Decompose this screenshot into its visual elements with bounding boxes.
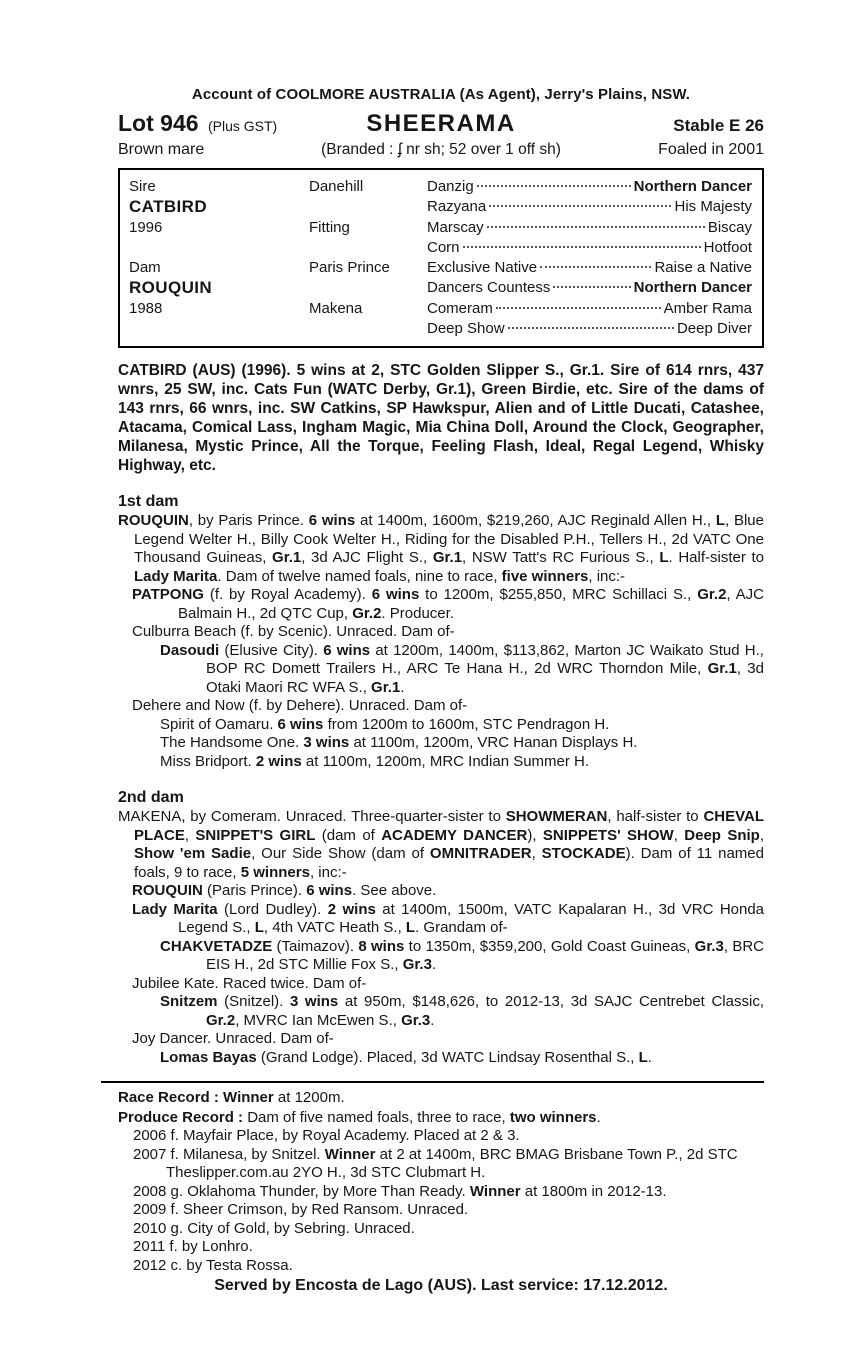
- text: , Blue Legend Welter H., Billy Cook Welter H., Riding for the Disabled P.H., Tellers H., 2d VATC One Thousand Guineas,: [134, 512, 764, 566]
- bold-text: two winners: [509, 1108, 597, 1126]
- text: (Snitzel).: [217, 993, 290, 1010]
- leader-dots: [508, 327, 674, 329]
- text: (f. by Royal Academy).: [203, 586, 372, 603]
- parent-label: Sire: [129, 178, 156, 195]
- pedigree-parent-cell: [129, 177, 309, 197]
- bold-text: Race Record : Winner: [118, 1089, 274, 1106]
- text: Dehere and Now (f. by Dehere). Unraced. Dam of-: [132, 697, 468, 714]
- bold-text: Gr.3: [402, 956, 432, 973]
- sire-summary: CATBIRD (AUS) (1996). 5 wins at 2, STC Golden Slipper S., Gr.1. Sire of 614 rnrs, 437 wnrs, 25 SW, inc. Cats Fun (WATC Derby, Gr.1), Green Birdie, etc. Sire of the dams of 143 rnrs, 66 wnrs, inc. SW Catkins, SP Hawkspur, Alien and of Little Ducati, Catashee, Atacama, Comical Lass, Ingham Magic, Mia China Doll, Around the Clock, Geographer, Milanesa, Mystic Prince, All the Torque, Feeling Flash, Ideal, Regal Legend, Whisky Highway, etc.: [118, 362, 764, 474]
- text: (Paris Prince).: [202, 882, 307, 899]
- lot-title-row: [118, 110, 764, 138]
- bold-text: Deep Snip: [684, 826, 760, 844]
- pedigree-entry: [118, 716, 764, 735]
- text: . See above.: [352, 882, 437, 899]
- bold-text: OMNITRADER: [429, 845, 532, 862]
- text: ,: [759, 826, 764, 844]
- produce-entry: [118, 1238, 764, 1257]
- bold-text: ROUQUIN: [118, 512, 189, 529]
- text: (dam of: [315, 826, 382, 844]
- ancestor-parent: Biscay: [707, 219, 752, 236]
- text: ). Dam of 11 named foals, 9 to race,: [134, 845, 764, 881]
- bold-text: 6 wins: [308, 512, 356, 529]
- ancestor-name: Razyana: [427, 198, 487, 215]
- produce-entry: [118, 1220, 764, 1239]
- lot-gst-note: (Plus GST): [207, 118, 278, 134]
- text: Culburra Beach (f. by Scenic). Unraced. Dam of-: [132, 623, 455, 640]
- bold-text: Snitzem: [160, 993, 218, 1010]
- pedigree-row: [129, 197, 752, 218]
- bold-text: L: [659, 549, 669, 566]
- text: . Producer.: [381, 604, 454, 622]
- text: .: [596, 1108, 601, 1126]
- ancestor-name: Danzig: [427, 178, 474, 195]
- text: , Our Side Show (dam of: [251, 845, 430, 862]
- ancestor-name: Marscay: [427, 219, 484, 236]
- text: to 1200m, $255,850, MRC Schillaci S.,: [419, 586, 698, 603]
- text: at 1200m, 1400m, $113,862, Marton JC Waikato Stud H., BOP RC Domett Trailers H., ARC Te Hana H., 2d WRC Thorndon Mile,: [206, 641, 764, 677]
- pedigree-entry: [118, 512, 764, 586]
- lot-number: Lot 946: [118, 110, 199, 136]
- color-sex: Brown mare: [118, 141, 205, 158]
- text: 2006 f. Mayfair Place, by Royal Academy. Placed at 2 & 3.: [133, 1127, 520, 1144]
- text: 2008 g. Oklahoma Thunder, by More Than Ready.: [133, 1182, 470, 1200]
- leader-dots: [553, 286, 630, 288]
- pedigree-parent-cell: [129, 278, 309, 299]
- first-dam-heading: 1st dam: [118, 493, 179, 510]
- page-content: [118, 86, 764, 1296]
- text: (Elusive City).: [219, 641, 324, 659]
- ancestor-name: Corn: [427, 239, 460, 256]
- text: (Lord Dudley).: [217, 900, 328, 918]
- ancestor-parent: Northern Dancer: [633, 178, 752, 195]
- bold-text: CHEVAL PLACE: [134, 808, 764, 844]
- pedigree-entry: [118, 901, 764, 938]
- text: at 1400m, 1500m, VATC Kapalaran H., 3d VRC Honda Legend S.,: [178, 900, 765, 936]
- leader-dots: [487, 226, 705, 228]
- ancestor-name: Dancers Countess: [427, 279, 551, 296]
- text: , half-sister to: [607, 808, 704, 825]
- bold-text: 8 wins: [358, 937, 405, 955]
- pedigree-table: [118, 168, 764, 348]
- text: .: [430, 1011, 435, 1029]
- account-line: Account of COOLMORE AUSTRALIA (As Agent), Jerry's Plains, NSW.: [191, 86, 691, 103]
- pedigree-entry: [118, 1030, 764, 1049]
- pedigree-ancestor-cell: [427, 197, 752, 218]
- bold-text: Lady Marita: [134, 567, 218, 585]
- pedigree-entry: [118, 642, 764, 698]
- text: , BRC EIS H., 2d STC Millie Fox S.,: [206, 937, 764, 973]
- pedigree-ancestor-cell: [427, 177, 752, 197]
- bold-text: Dasoudi: [160, 641, 220, 659]
- bold-text: Show 'em Sadie: [134, 845, 252, 862]
- text: ,: [184, 826, 196, 844]
- text: Miss Bridport.: [160, 752, 256, 770]
- pedigree-parent-cell: [129, 197, 309, 218]
- text: , MVRC Ian McEwen S.,: [235, 1011, 402, 1029]
- pedigree-parent-cell: [129, 238, 309, 258]
- bold-text: Lomas Bayas: [160, 1048, 257, 1066]
- pedigree-entry: [118, 623, 764, 642]
- pedigree-entry: [118, 753, 764, 772]
- bold-text: 6 wins: [306, 882, 353, 899]
- text: . Half-sister to: [668, 549, 765, 566]
- leader-dots: [489, 205, 671, 207]
- bold-text: 2 wins: [327, 900, 376, 918]
- text: at 1800m in 2012-13.: [520, 1182, 667, 1200]
- pedigree-row: [129, 299, 752, 319]
- bold-text: L: [405, 919, 416, 936]
- parent-name: ROUQUIN: [129, 278, 213, 297]
- text: ),: [527, 826, 543, 844]
- branded-text: (Branded : ʄ nr sh; 52 over 1 off sh): [321, 141, 561, 158]
- record-divider: [101, 1081, 764, 1083]
- pedigree-entry: [118, 808, 764, 882]
- bold-text: Gr.1: [371, 678, 401, 696]
- bold-text: L: [715, 512, 726, 529]
- text: MAKENA, by Comeram. Unraced. Three-quarter-sister to: [118, 808, 506, 825]
- leader-dots: [463, 246, 701, 248]
- text: , 3d Otaki Maori RC WFA S.,: [206, 660, 764, 696]
- pedigree-entry: [118, 586, 764, 623]
- ancestor-name: Comeram: [427, 300, 493, 317]
- pedigree-row: [129, 218, 752, 238]
- ancestor-parent: Northern Dancer: [633, 279, 752, 296]
- text: . Dam of twelve named foals, nine to race,: [217, 567, 502, 585]
- bold-text: Produce Record :: [118, 1108, 248, 1126]
- text: 2007 f. Milanesa, by Snitzel.: [133, 1145, 325, 1163]
- pedigree-entry: [118, 882, 764, 901]
- bold-text: PATPONG: [132, 586, 204, 603]
- text: , AJC Balmain H., 2d QTC Cup,: [178, 586, 764, 622]
- pedigree-entry: [118, 938, 764, 975]
- text: , 4th VATC Heath S.,: [263, 919, 406, 936]
- ancestor-name: Deep Show: [427, 320, 505, 337]
- pedigree-row: [129, 278, 752, 299]
- produce-record-line: [118, 1108, 764, 1128]
- text: , inc:-: [309, 863, 347, 881]
- pedigree-row: [129, 319, 752, 339]
- bold-text: five winners: [501, 567, 589, 585]
- pedigree-grandparent-cell: Paris Prince: [309, 259, 390, 276]
- pedigree-ancestor-cell: [427, 299, 752, 319]
- leader-dots: [496, 307, 661, 309]
- pedigree-ancestor-cell: [427, 258, 752, 278]
- bold-text: ACADEMY DANCER: [381, 826, 528, 844]
- pedigree-row: [129, 238, 752, 258]
- stable-label: Stable E 26: [673, 116, 764, 135]
- bold-text: Winner: [469, 1182, 521, 1200]
- produce-entry: [118, 1183, 764, 1202]
- bold-text: L: [254, 919, 264, 936]
- bold-text: Gr.2: [352, 604, 382, 622]
- pedigree-grandparent-cell: [309, 278, 427, 299]
- horse-name: SHEERAMA: [366, 110, 516, 137]
- bold-text: SNIPPET'S GIRL: [195, 826, 316, 844]
- pedigree-parent-cell: [129, 319, 309, 339]
- bold-text: Gr.2: [206, 1011, 236, 1029]
- text: . Grandam of-: [415, 919, 508, 936]
- produce-entries: [118, 1127, 764, 1275]
- text: ,: [673, 826, 685, 844]
- text: at 950m, $148,626, to 2012-13, 3d SAJC Centrebet Classic,: [338, 993, 764, 1010]
- text: Jubilee Kate. Raced twice. Dam of-: [132, 974, 367, 992]
- pedigree-parent-cell: [129, 218, 309, 238]
- text: at 1100m, 1200m, VRC Hanan Displays H.: [349, 734, 638, 751]
- leader-dots: [540, 266, 651, 268]
- ancestor-parent: Deep Diver: [676, 320, 752, 337]
- bold-text: 6 wins: [277, 715, 324, 733]
- bold-text: SNIPPETS' SHOW: [542, 826, 674, 844]
- text: 2010 g. City of Gold, by Sebring. Unraced.: [133, 1219, 415, 1237]
- ancestor-parent: Hotfoot: [703, 239, 752, 256]
- text: 2011 f. by Lonhro.: [133, 1238, 253, 1255]
- bold-text: Gr.2: [697, 586, 727, 603]
- description-row: [118, 141, 764, 159]
- parent-name: CATBIRD: [129, 197, 208, 216]
- bold-text: Gr.1: [432, 549, 463, 566]
- text: (Grand Lodge). Placed, 3d WATC Lindsay Rosenthal S.,: [256, 1048, 639, 1066]
- pedigree-grandparent-cell: Fitting: [309, 219, 350, 236]
- pedigree-ancestor-cell: [427, 278, 752, 299]
- ancestor-parent: Amber Rama: [663, 300, 752, 317]
- parent-label: 1988: [129, 300, 163, 317]
- text: 2009 f. Sheer Crimson, by Red Ransom. Unraced.: [133, 1201, 469, 1218]
- pedigree-grandparent-cell: [309, 197, 427, 218]
- bold-text: STOCKADE: [541, 845, 626, 862]
- foaled-label: Foaled in 2001: [658, 141, 764, 158]
- text: at 1200m.: [273, 1089, 345, 1106]
- pedigree-grandparent-cell: Makena: [309, 300, 363, 317]
- bold-text: 3 wins: [289, 993, 339, 1010]
- text: Dam of five named foals, three to race,: [247, 1108, 510, 1126]
- pedigree-entry: [118, 734, 764, 753]
- bold-text: Gr.1: [272, 549, 302, 566]
- text: Joy Dancer. Unraced. Dam of-: [132, 1030, 334, 1047]
- ancestor-parent: His Majesty: [674, 198, 752, 215]
- text: The Handsome One.: [160, 734, 304, 751]
- bold-text: L: [638, 1048, 648, 1066]
- pedigree-row: [129, 177, 752, 197]
- lot-left-group: [118, 110, 356, 137]
- bold-text: 6 wins: [371, 586, 420, 603]
- bold-text: Winner: [324, 1145, 376, 1163]
- text: .: [400, 678, 405, 696]
- pedigree-ancestor-cell: [427, 319, 752, 339]
- pedigree-parent-cell: [129, 258, 309, 278]
- text: from 1200m to 1600m, STC Pendragon H.: [323, 715, 610, 733]
- text: , NSW Tatt's RC Furious S.,: [462, 549, 660, 566]
- text: , 3d AJC Flight S.,: [301, 549, 433, 566]
- text: , by Paris Prince.: [188, 512, 309, 529]
- text: .: [431, 956, 437, 973]
- text: .: [647, 1048, 652, 1066]
- pedigree-grandparent-cell: [309, 238, 427, 258]
- produce-entry: [118, 1127, 764, 1146]
- text: 2012 c. by Testa Rossa.: [133, 1256, 293, 1274]
- served-line: Served by Encosta de Lago (AUS). Last service: 17.12.2012.: [214, 1277, 668, 1294]
- parent-label: 1996: [129, 219, 163, 236]
- text: (Taimazov).: [272, 937, 359, 955]
- bold-text: CHAKVETADZE: [160, 937, 273, 955]
- pedigree-entry: [118, 1049, 764, 1068]
- pedigree-entry: [118, 993, 764, 1030]
- pedigree-grandparent-cell: [309, 319, 427, 339]
- produce-entry: [118, 1146, 764, 1183]
- bold-text: 5 winners: [240, 863, 310, 881]
- leader-dots: [477, 185, 631, 187]
- produce-entry: [118, 1201, 764, 1220]
- parent-label: Dam: [129, 259, 161, 276]
- pedigree-parent-cell: [129, 299, 309, 319]
- bold-text: 2 wins: [255, 752, 302, 770]
- bold-text: 6 wins: [323, 641, 371, 659]
- pedigree-entry: [118, 697, 764, 716]
- second-dam-entries: [118, 808, 764, 1067]
- produce-entry: [118, 1257, 764, 1276]
- bold-text: SHOWMERAN: [505, 808, 608, 825]
- ancestor-name: Exclusive Native: [427, 259, 538, 276]
- pedigree-ancestor-cell: [427, 218, 752, 238]
- race-record-line: [118, 1088, 764, 1108]
- pedigree-row: [129, 258, 752, 278]
- text: ,: [531, 845, 542, 862]
- second-dam-heading: 2nd dam: [118, 789, 184, 806]
- pedigree-entry: [118, 975, 764, 994]
- text: Spirit of Oamaru.: [160, 715, 278, 733]
- text: at 2 at 1400m, BRC BMAG Brisbane Town P., 2d STC Theslipper.com.au 2YO H., 3d STC Clubmart H.: [166, 1145, 738, 1181]
- text: to 1350m, $359,200, Gold Coast Guineas,: [404, 937, 695, 955]
- first-dam-entries: [118, 512, 764, 771]
- bold-text: Gr.3: [694, 937, 724, 955]
- text: at 1400m, 1600m, $219,260, AJC Reginald Allen H.,: [355, 512, 716, 529]
- ancestor-parent: Raise a Native: [654, 259, 752, 276]
- bold-text: 3 wins: [303, 734, 350, 751]
- bold-text: ROUQUIN: [132, 882, 203, 899]
- bold-text: Gr.3: [401, 1011, 431, 1029]
- bold-text: Lady Marita: [132, 900, 218, 918]
- text: , inc:-: [588, 567, 626, 585]
- text: at 1100m, 1200m, MRC Indian Summer H.: [301, 752, 590, 770]
- pedigree-ancestor-cell: [427, 238, 752, 258]
- pedigree-grandparent-cell: Danehill: [309, 178, 364, 195]
- bold-text: Gr.1: [707, 660, 737, 677]
